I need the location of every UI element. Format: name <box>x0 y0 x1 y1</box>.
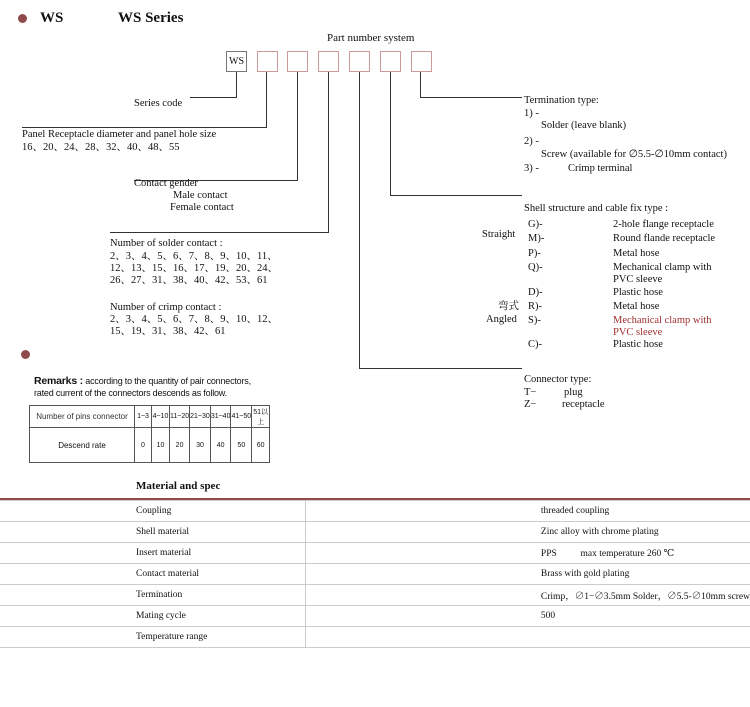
leader-line <box>328 72 329 232</box>
spec-value: Brass with gold plating <box>305 564 750 585</box>
table-row <box>0 627 750 648</box>
leader-line <box>390 195 522 196</box>
spec-value: 500 <box>305 606 750 627</box>
shell-code-s: S)- <box>528 315 541 326</box>
table-row <box>0 606 750 627</box>
crimp-title: Number of crimp contact : <box>110 302 222 313</box>
pins-cell: 11~20 <box>170 406 190 428</box>
leader-line <box>266 72 267 127</box>
shell-desc-c: Plastic hose <box>613 339 663 350</box>
pins-cell: 4~10 <box>152 406 170 428</box>
pins-cell: 31~40 <box>210 406 231 428</box>
pins-cell: 21~30 <box>190 406 211 428</box>
straight-label: Straight <box>482 229 516 240</box>
material-table <box>0 500 750 648</box>
pins-cell: 1~3 <box>135 406 152 428</box>
page-title: WS Series <box>118 10 184 26</box>
shell-desc-r: Metal hose <box>613 301 660 312</box>
rate-cell: 40 <box>210 428 231 463</box>
term-opt-2: 2) - <box>524 136 539 147</box>
leader-line <box>190 97 237 98</box>
spec-key: Contact material <box>0 564 305 585</box>
pins-cell: 41~50 <box>231 406 252 428</box>
shell-code-r: R)- <box>528 301 542 312</box>
term-opt-3: 3) - <box>524 163 539 174</box>
crimp-line-2: 15、19、31、38、42、61 <box>110 326 226 337</box>
shell-desc-p: Metal hose <box>613 248 660 259</box>
shell-code-p: P)- <box>528 248 541 259</box>
leader-line <box>110 232 329 233</box>
remarks-text-2: rated current of the connectors descends as follow. <box>34 388 227 398</box>
panel-values: 16、20、24、28、32、40、48、55 <box>22 142 180 153</box>
spec-key: Mating cycle <box>0 606 305 627</box>
pn-box-2 <box>257 51 278 72</box>
shell-code-d: D)- <box>528 287 543 298</box>
conn-title: Connector type: <box>524 374 592 385</box>
descend-rate-table <box>29 405 270 463</box>
gender-title: Contact gender <box>134 178 198 189</box>
spec-key: Coupling <box>0 501 305 522</box>
shell-code-g: G)- <box>528 219 543 230</box>
spec-key: Shell material <box>0 522 305 543</box>
rate-cell: 50 <box>231 428 252 463</box>
table-row <box>0 564 750 585</box>
conn-t-desc: plug <box>564 387 583 398</box>
remarks-text-1: according to the quantity of pair connectors, <box>82 376 251 386</box>
term-opt-1-desc: Solder (leave blank) <box>541 120 627 131</box>
table-row <box>30 406 270 428</box>
leader-line <box>236 72 237 97</box>
shell-desc-q: Mechanical clamp with <box>613 262 712 273</box>
spec-value: Crimp，∅1−∅3.5mm Solder，∅5.5-∅10mm screw <box>305 585 750 606</box>
pn-box-5 <box>349 51 370 72</box>
leader-line <box>359 368 522 369</box>
leader-line <box>420 97 522 98</box>
shell-desc-s-2: PVC sleeve <box>613 327 663 338</box>
spec-key: Termination <box>0 585 305 606</box>
spec-value: threaded coupling <box>305 501 750 522</box>
table-row <box>0 522 750 543</box>
term-title: Termination type: <box>524 95 599 106</box>
bullet-dot-icon <box>18 14 27 23</box>
spec-value <box>305 627 750 648</box>
pn-box-7 <box>411 51 432 72</box>
shell-desc-d: Plastic hose <box>613 287 663 298</box>
solder-line-2: 12、13、15、16、17、19、20、24、 <box>110 263 278 274</box>
solder-title: Number of solder contact : <box>110 238 223 249</box>
spec-value: PPS max temperature 260 ℃ <box>305 543 750 564</box>
pn-box-ws: WS <box>226 51 247 72</box>
spec-key: Temperature range <box>0 627 305 648</box>
angled-label: Angled <box>486 314 517 325</box>
shell-desc-s: Mechanical clamp with <box>613 315 712 326</box>
remarks-line-1 <box>34 376 251 387</box>
material-title: Material and spec <box>136 480 221 492</box>
rate-cell: 0 <box>135 428 152 463</box>
shell-code-c: C)- <box>528 339 542 350</box>
header-code: WS <box>40 10 64 26</box>
term-opt-2-desc: Screw (available for ∅5.5-∅10mm contact) <box>541 149 727 160</box>
rate-cell: 20 <box>170 428 190 463</box>
table-row <box>30 428 270 463</box>
leader-line <box>420 72 421 97</box>
table-row <box>0 585 750 606</box>
spec-value: Zinc alloy with chrome plating <box>305 522 750 543</box>
conn-t: T− <box>524 387 537 398</box>
pn-box-3 <box>287 51 308 72</box>
pins-header-cell: Number of pins connector <box>30 406 135 428</box>
term-opt-3-desc: Crimp terminal <box>568 163 633 174</box>
leader-line <box>297 72 298 180</box>
shell-code-m: M)- <box>528 233 545 244</box>
shell-desc-g: 2-hole flange receptacle <box>613 219 714 230</box>
leader-line <box>390 72 391 195</box>
part-number-title: Part number system <box>327 32 415 44</box>
shell-desc-m: Round flande receptacle <box>613 233 716 244</box>
shell-desc-q-2: PVC sleeve <box>613 274 663 285</box>
rate-cell: 30 <box>190 428 211 463</box>
panel-title: Panel Receptacle diameter and panel hole size <box>22 129 217 140</box>
bullet-dot-icon <box>21 350 30 359</box>
crimp-line-1: 2、3、4、5、6、7、8、9、10、12、 <box>110 314 278 325</box>
rate-cell: 10 <box>152 428 170 463</box>
leader-line <box>22 127 267 128</box>
rate-cell: 60 <box>252 428 270 463</box>
pins-cell: 51以上 <box>252 406 270 428</box>
conn-z: Z− <box>524 399 537 410</box>
table-row <box>0 501 750 522</box>
solder-line-1: 2、3、4、5、6、7、8、9、10、11、 <box>110 251 278 262</box>
shell-code-q: Q)- <box>528 262 543 273</box>
rate-header-cell: Descend rate <box>30 428 135 463</box>
gender-male: Male contact <box>173 190 228 201</box>
remarks-label: Remarks : <box>34 375 83 387</box>
spec-key: Insert material <box>0 543 305 564</box>
term-opt-1: 1) - <box>524 108 539 119</box>
shell-title: Shell structure and cable fix type : <box>524 203 669 214</box>
table-row <box>0 543 750 564</box>
angled-cn-label: 弯式 <box>498 301 519 312</box>
pn-box-6 <box>380 51 401 72</box>
solder-line-3: 26、27、31、38、40、42、53、61 <box>110 275 268 286</box>
gender-female: Female contact <box>170 202 234 213</box>
series-code-label: Series code <box>134 98 183 109</box>
leader-line <box>359 72 360 368</box>
pn-box-4 <box>318 51 339 72</box>
conn-z-desc: receptacle <box>562 399 605 410</box>
